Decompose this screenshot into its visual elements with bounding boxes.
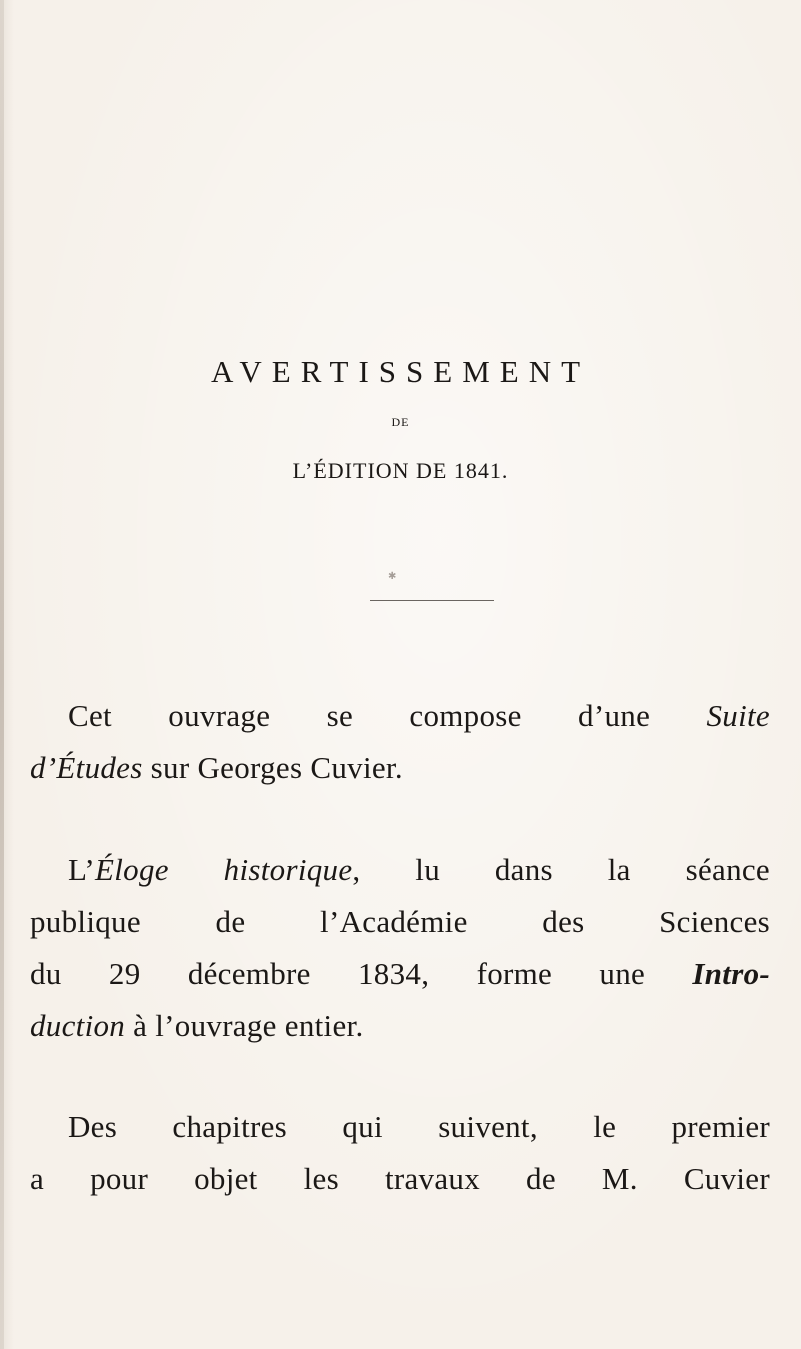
paragraph-line bbox=[30, 1153, 770, 1205]
paragraph-1 bbox=[30, 690, 770, 794]
text-run: , lu dans la séance bbox=[352, 852, 770, 887]
text-run: Des chapitres qui suivent, le premier bbox=[68, 1109, 770, 1144]
ornament-mark: ✱ bbox=[388, 571, 397, 582]
paragraph-line bbox=[30, 1101, 770, 1153]
title-connector: DE bbox=[391, 415, 410, 429]
text-run: à l’ouvrage entier. bbox=[125, 1008, 364, 1043]
paragraph-2 bbox=[30, 844, 770, 1052]
paragraph-3 bbox=[30, 1101, 770, 1205]
text-run: du 29 décembre 1834, forme une bbox=[30, 956, 693, 991]
paragraph-line bbox=[30, 896, 770, 948]
text-run: Cet ouvrage se compose d’une bbox=[68, 698, 707, 733]
edition-subtitle: L’ÉDITION DE 1841. bbox=[292, 458, 509, 483]
text-run: a pour objet les travaux de M. Cuvier bbox=[30, 1161, 770, 1196]
italic-run: Éloge historique bbox=[95, 852, 353, 887]
italic-run: Suite bbox=[706, 698, 770, 733]
section-divider bbox=[370, 600, 494, 601]
bold-italic-run: Intro- bbox=[692, 956, 770, 991]
italic-run: duction bbox=[30, 1008, 126, 1043]
text-run: L’ bbox=[68, 852, 96, 887]
page-spine-edge bbox=[0, 0, 4, 1349]
paragraph-line bbox=[30, 948, 770, 1000]
paragraph-line bbox=[30, 1000, 770, 1052]
paragraph-line bbox=[30, 742, 770, 794]
text-run: sur Georges Cuvier. bbox=[142, 750, 403, 785]
text-run: publique de l’Académie des Sciences bbox=[30, 904, 770, 939]
italic-run: d’Études bbox=[30, 750, 143, 785]
page-title: AVERTISSEMENT bbox=[210, 354, 591, 389]
paragraph-line bbox=[30, 844, 770, 896]
paragraph-line bbox=[30, 690, 770, 742]
